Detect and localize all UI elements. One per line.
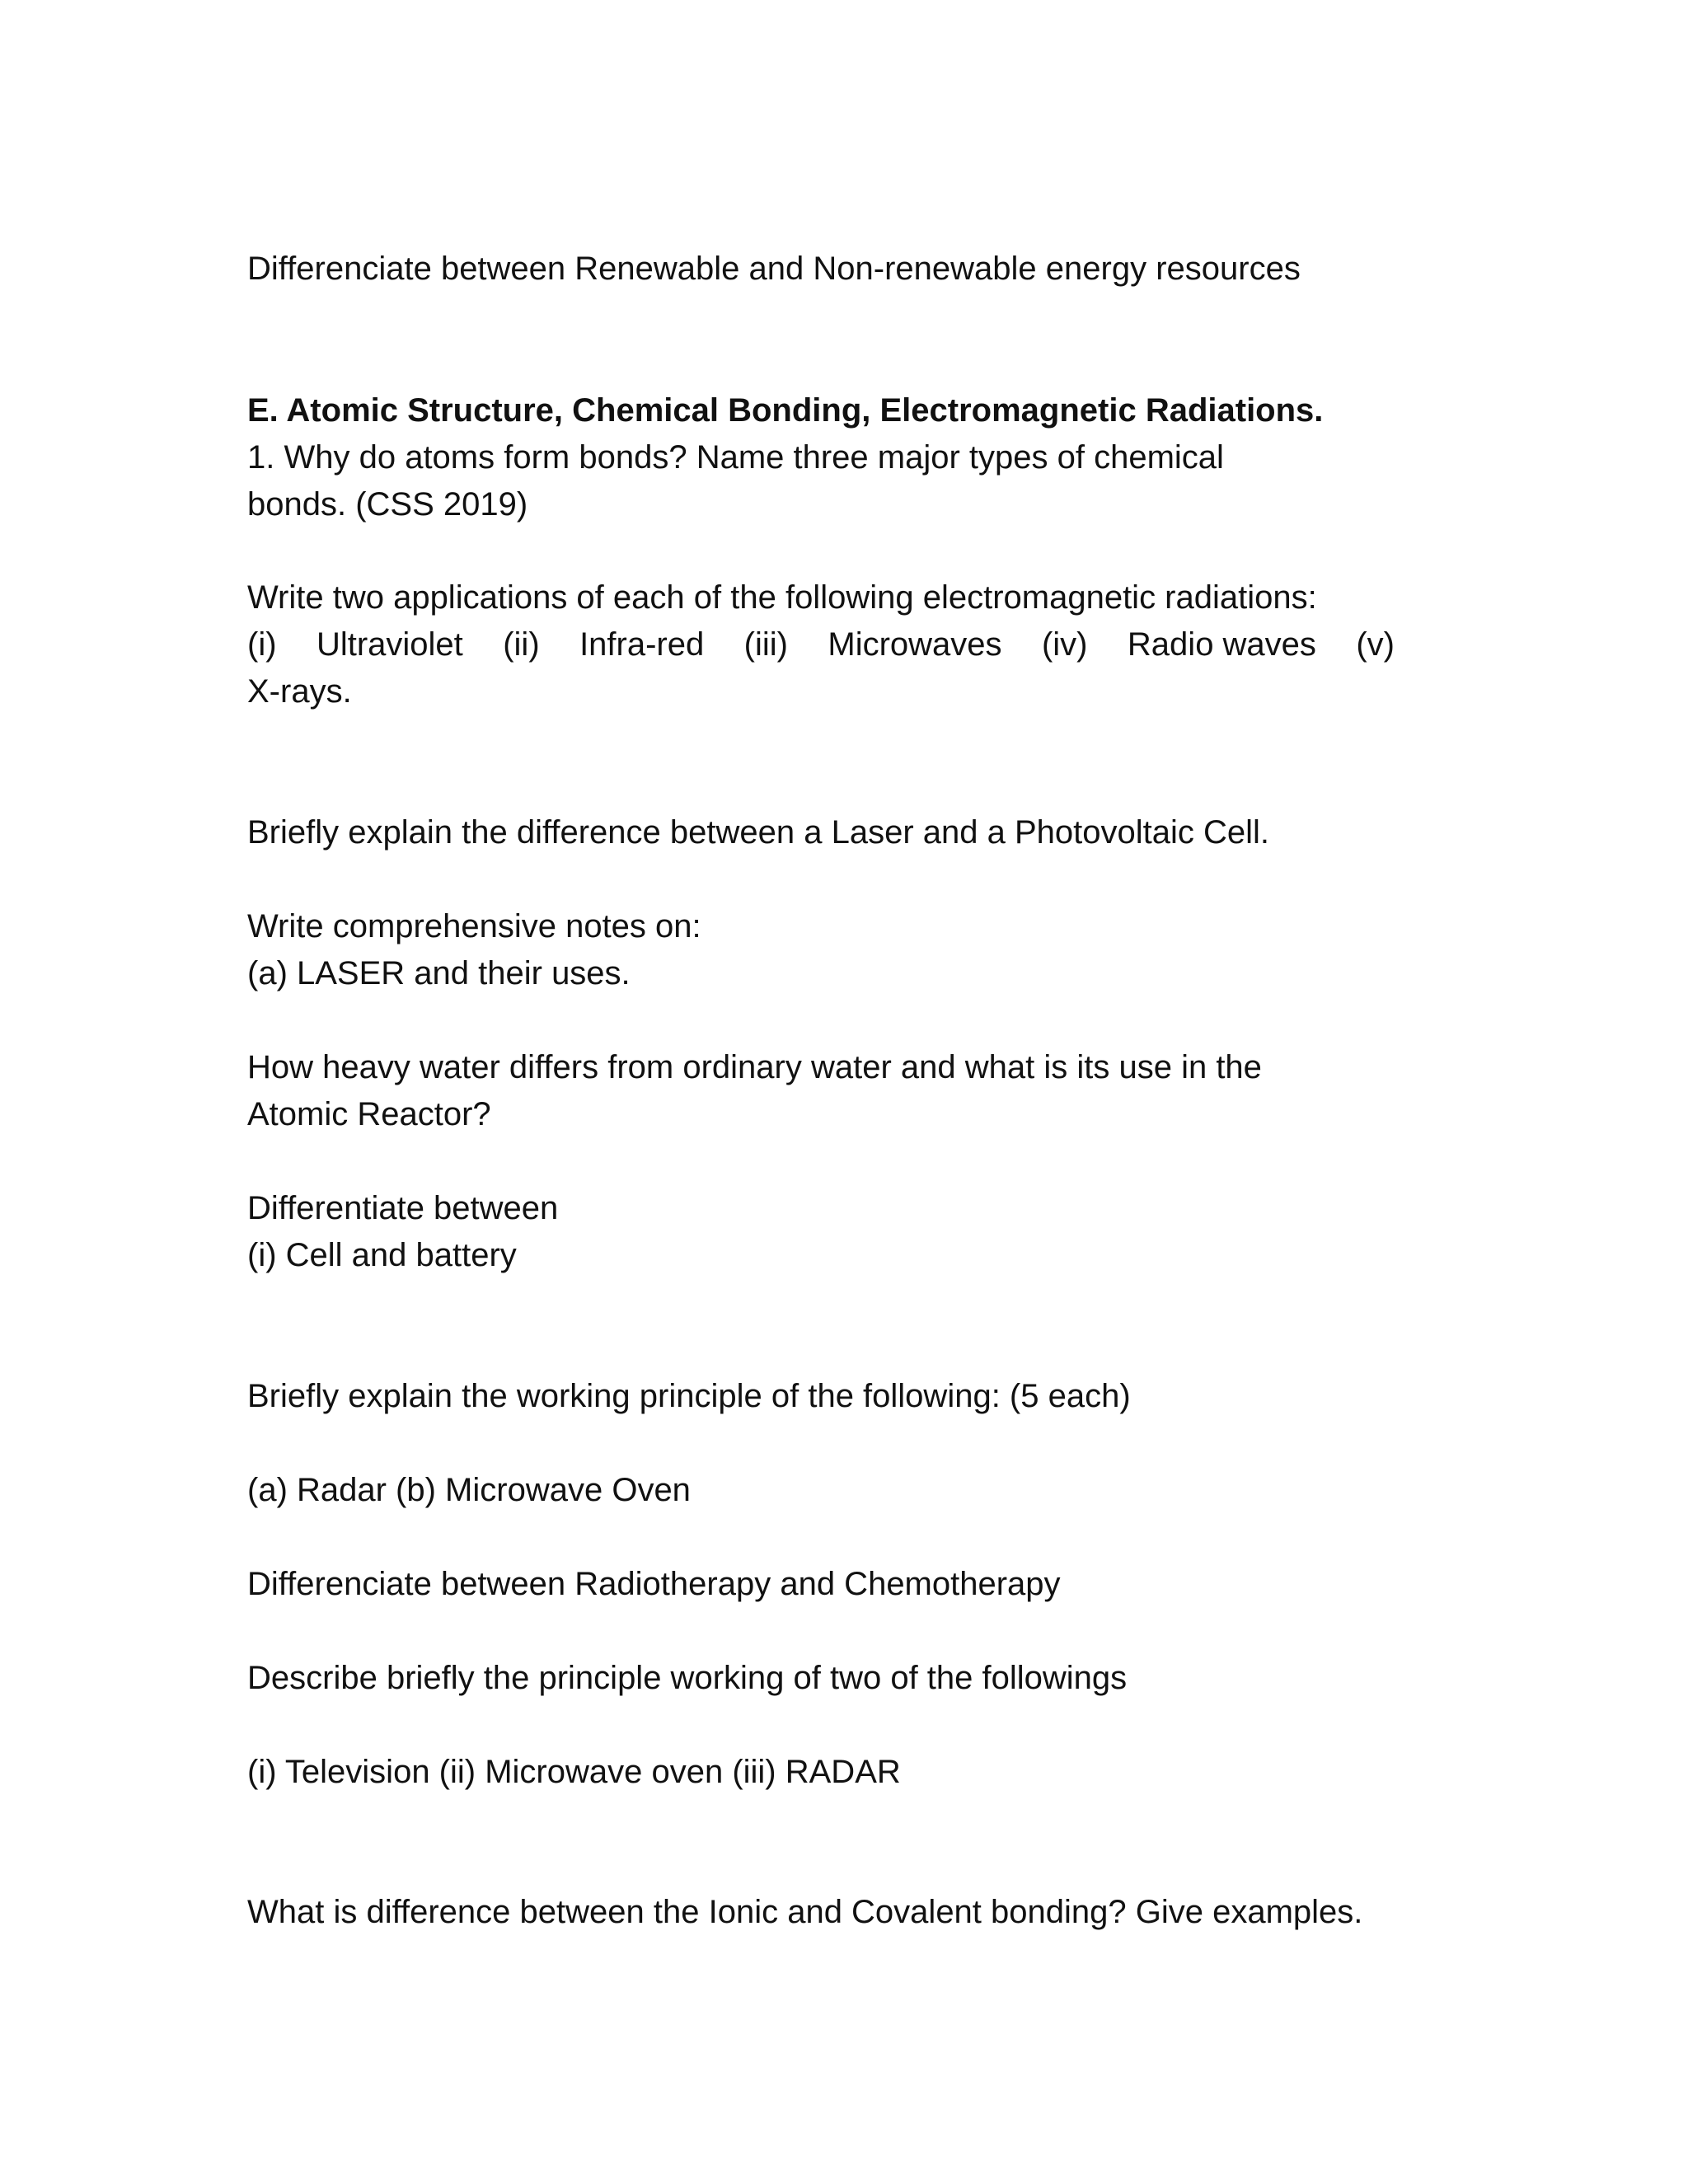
- question-radiotherapy: Differenciate between Radiotherapy and Chemotherapy: [247, 1566, 1061, 1602]
- em-item-label: (i): [247, 626, 277, 663]
- question-describe-line-1: Describe briefly the principle working of two of the followings: [247, 1660, 1128, 1696]
- question-em-radiations-line-3: X-rays.: [247, 673, 352, 710]
- question-differentiate-line-2: (i) Cell and battery: [247, 1237, 517, 1273]
- question-differentiate-line-1: Differentiate between: [247, 1190, 559, 1226]
- question-em-radiations-items: [247, 621, 1395, 668]
- em-item-label: (iv): [1041, 626, 1088, 663]
- em-item-label: (iii): [743, 626, 788, 663]
- question-notes-line-1: Write comprehensive notes on:: [247, 908, 701, 944]
- section-heading: E. Atomic Structure, Chemical Bonding, Electromagnetic Radiations.: [247, 392, 1324, 429]
- question-atoms-bonds-line-2: bonds. (CSS 2019): [247, 486, 528, 523]
- question-working-principle-line-1: Briefly explain the working principle of the following: (5 each): [247, 1378, 1131, 1414]
- question-em-radiations-line-1: Write two applications of each of the following electromagnetic radiations:: [247, 579, 1317, 616]
- em-item-label: (v): [1356, 626, 1395, 663]
- question-laser-photovoltaic: Briefly explain the difference between a Laser and a Photovoltaic Cell.: [247, 814, 1270, 851]
- question-heavy-water-line-2: Atomic Reactor?: [247, 1096, 491, 1132]
- em-item: Ultraviolet: [316, 626, 463, 663]
- em-item: Radio waves: [1127, 626, 1316, 663]
- question-working-principle-line-2: (a) Radar (b) Microwave Oven: [247, 1472, 691, 1508]
- em-item-label: (ii): [503, 626, 540, 663]
- question-describe-line-2: (i) Television (ii) Microwave oven (iii) RADAR: [247, 1754, 901, 1790]
- question-atoms-bonds-line-1: 1. Why do atoms form bonds? Name three major types of chemical: [247, 439, 1224, 476]
- em-item: Microwaves: [828, 626, 1002, 663]
- em-item: Infra-red: [579, 626, 705, 663]
- question-ionic-covalent: What is difference between the Ionic and Covalent bonding? Give examples.: [247, 1894, 1363, 1930]
- question-notes-line-2: (a) LASER and their uses.: [247, 955, 631, 991]
- question-heavy-water-line-1: How heavy water differs from ordinary water and what is its use in the: [247, 1049, 1262, 1085]
- question-renewable-energy: Differenciate between Renewable and Non-renewable energy resources: [247, 251, 1301, 287]
